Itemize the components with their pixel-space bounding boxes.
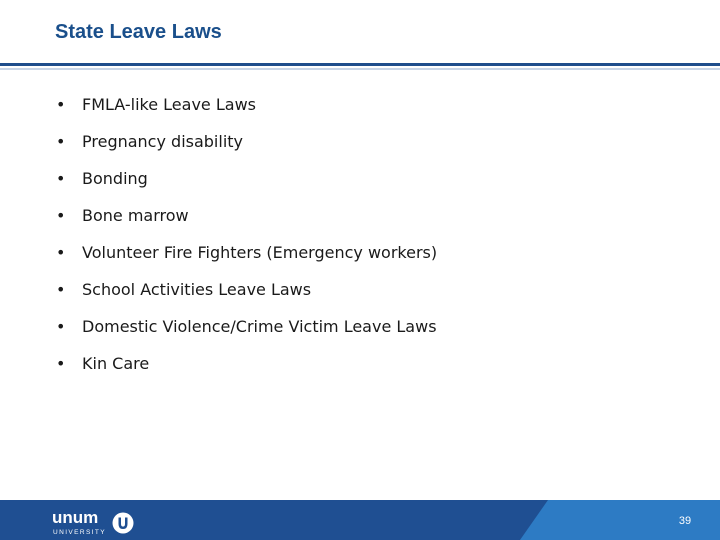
title-divider-accent	[0, 68, 720, 70]
bullet-text: Volunteer Fire Fighters (Emergency workers)	[82, 243, 438, 262]
bullet-text: School Activities Leave Laws	[82, 280, 312, 299]
bullet-text: Bonding	[82, 169, 148, 188]
bullet-dot: •	[56, 354, 66, 373]
bullet-text: Bone marrow	[82, 206, 189, 225]
unum-university-logo	[52, 508, 140, 538]
bullet-dot: •	[56, 95, 66, 114]
slide-title: State Leave Laws	[55, 21, 222, 43]
bullet-text: Pregnancy disability	[82, 132, 244, 151]
page-number: 39	[678, 515, 692, 527]
logo-subtitle: UNIVERSITY	[53, 529, 107, 536]
bullet-dot: •	[56, 280, 66, 299]
title-divider	[0, 63, 720, 66]
bullet-text: Domestic Violence/Crime Victim Leave Laws	[82, 317, 437, 336]
bullet-dot: •	[56, 317, 66, 336]
bullet-text: Kin Care	[82, 354, 150, 373]
bullet-dot: •	[56, 243, 66, 262]
logo-wordmark: unum	[52, 508, 99, 527]
bullet-dot: •	[56, 169, 66, 188]
bullet-dot: •	[56, 206, 66, 225]
bullet-text: FMLA-like Leave Laws	[82, 95, 256, 114]
bullet-dot: •	[56, 132, 66, 151]
unum-u-mark-icon	[112, 512, 134, 534]
